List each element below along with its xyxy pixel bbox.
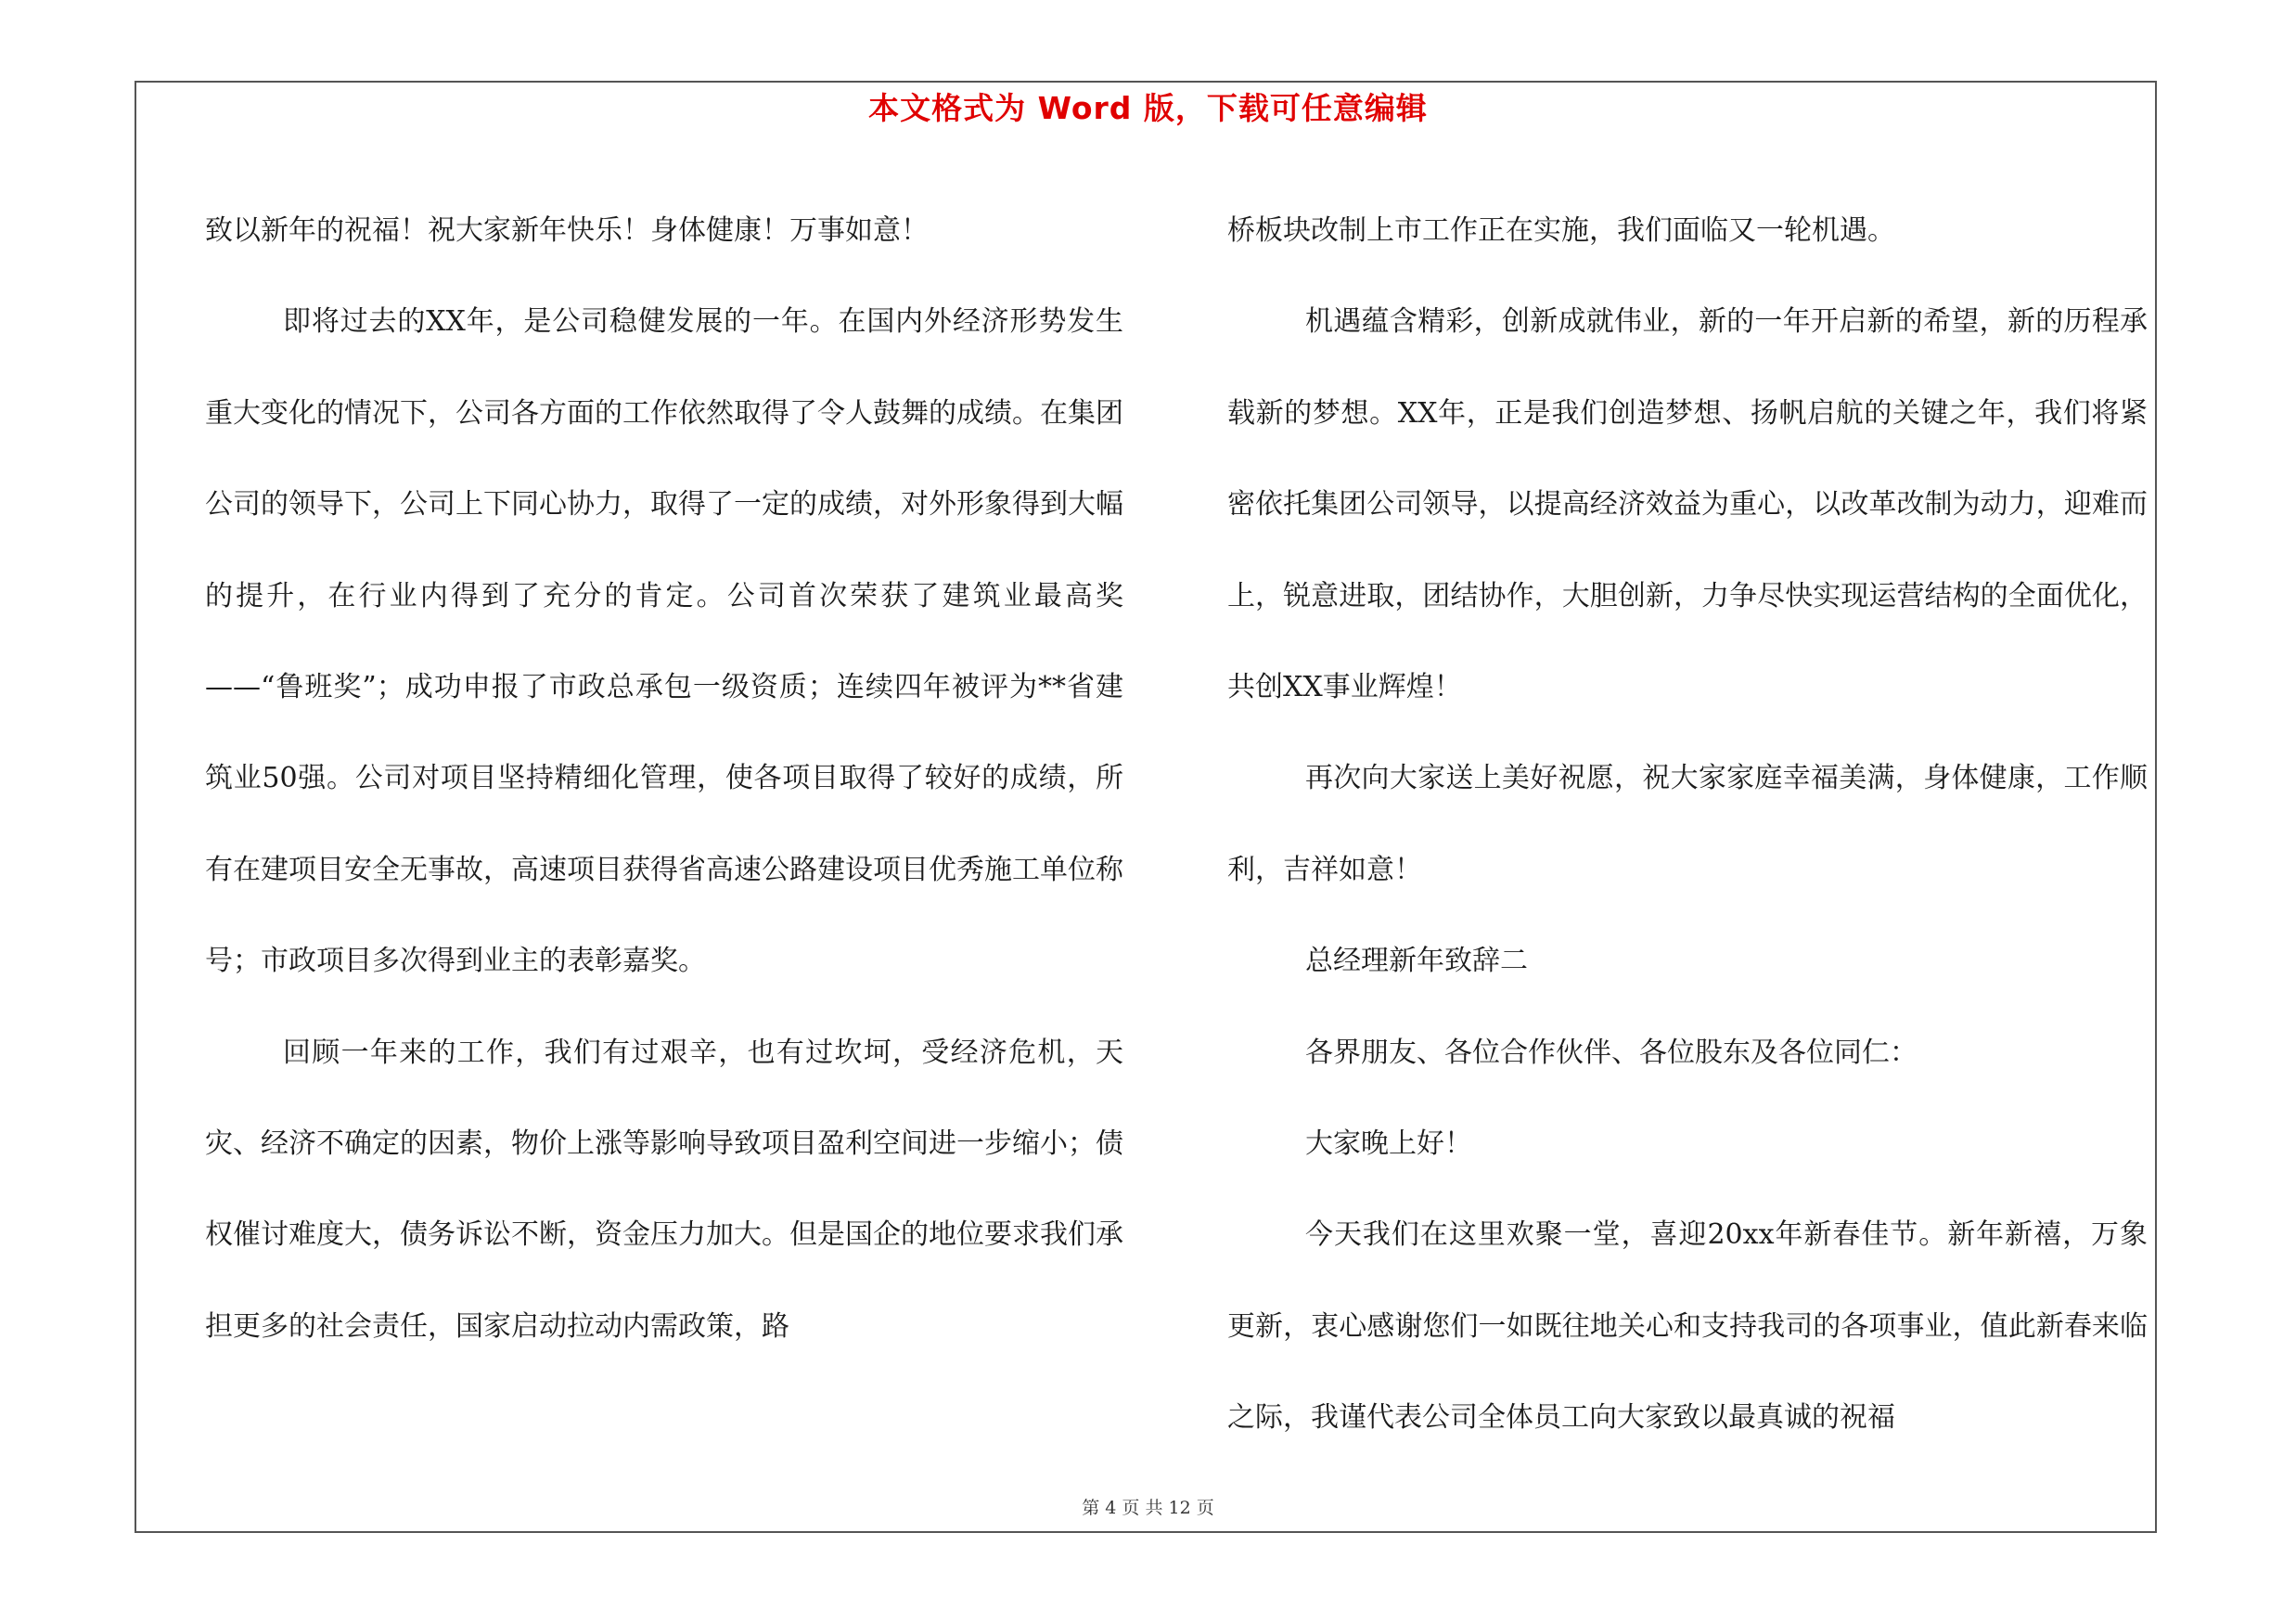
greeting: 大家晚上好！ (1305, 1127, 1472, 1161)
left-column (205, 186, 1123, 1372)
paragraph: 桥板块改制上市工作正在实施，我们面临又一轮机遇。 (1227, 214, 1895, 247)
salutation: 各界朋友、各位合作伙伴、各位股东及各位同仁： (1305, 1036, 1918, 1069)
page-number: 第 4 页 共 12 页 (1082, 1498, 1214, 1518)
paragraph: 即将过去的XX年，是公司稳健发展的一年。在国内外经济形势发生重大变化的情况下，公司各方面的工作依然取得了令人鼓舞的成绩。在集团公司的领导下，公司上下同心协力，取得了一定的成绩，对外形象得到大幅的提升，在行业内得到了充分的肯定。公司首次荣获了建筑业最高奖——“鲁班奖”；成功申报了市政总承包一级资质；连续四年被评为**省建筑业50强。公司对项目坚持精细化管理，使各项目取得了较好的成绩，所有在建项目安全无事故，高速项目获得省高速公路建设项目优秀施工单位称号；市政项目多次得到业主的表彰嘉奖。 (205, 305, 1123, 978)
paragraph: 回顾一年来的工作，我们有过艰辛，也有过坎坷，受经济危机，天灾、经济不确定的因素，物价上涨等影响导致项目盈利空间进一步缩小；债权催讨难度大，债务诉讼不断，资金压力加大。但是国企的地位要求我们承担更多的社会责任，国家启动拉动内需政策，路 (205, 1036, 1123, 1343)
format-banner: 本文格式为 Word 版，下载可任意编辑 (868, 90, 1428, 126)
paragraph: 致以新年的祝福！祝大家新年快乐！身体健康！万事如意！ (205, 214, 929, 247)
paragraph: 今天我们在这里欢聚一堂，喜迎20xx年新春佳节。新年新禧，万象更新，衷心感谢您们一如既往地关心和支持我司的各项事业，值此新春来临之际，我谨代表公司全体员工向大家致以最真诚的祝福 (1227, 1218, 2148, 1435)
paragraph: 机遇蕴含精彩，创新成就伟业，新的一年开启新的希望，新的历程承载新的梦想。XX年，正是我们创造梦想、扬帆启航的关键之年，我们将紧密依托集团公司领导，以提高经济效益为重心，以改革改制为动力，迎难而上，锐意进取，团结协作，大胆创新，力争尽快实现运营结构的全面优化，共创XX事业辉煌！ (1227, 305, 2148, 704)
paragraph: 再次向大家送上美好祝愿，祝大家家庭幸福美满，身体健康，工作顺利，吉祥如意！ (1227, 762, 2148, 886)
right-column (1227, 186, 2148, 1464)
section-heading: 总经理新年致辞二 (1305, 945, 1528, 978)
